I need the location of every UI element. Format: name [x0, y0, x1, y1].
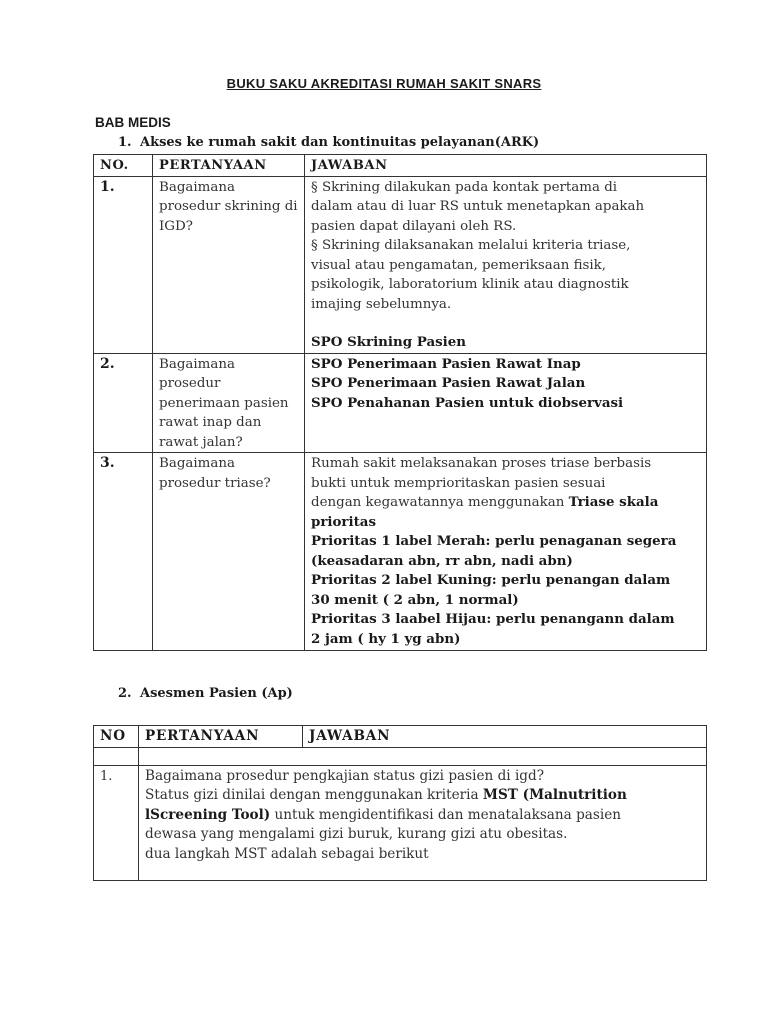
priority-line: 30 menit ( 2 abn, 1 normal): [311, 591, 519, 608]
section-1-table: [93, 154, 707, 651]
answer-line: visual atau pengamatan, pemeriksaan fisik,: [311, 257, 607, 273]
chapter-heading: BAB MEDIS: [95, 115, 171, 130]
answer-line: dalam atau di luar RS untuk menetapkan apakah: [311, 199, 645, 214]
section-1-number: 1.: [118, 135, 132, 150]
answer-text: dengan kegawatannya menggunakan: [311, 495, 569, 510]
answer-text: untuk mengidentifikasi dan menatalaksana pasien: [270, 806, 622, 823]
answer-line: § Skrining dilaksanakan melalui kriteria triase,: [311, 238, 631, 253]
table-row: [94, 353, 707, 453]
header-pertanyaan: PERTANYAAN: [153, 155, 305, 177]
row-content: [139, 765, 707, 880]
row-number: 1.: [94, 176, 153, 353]
section-2-table: [93, 725, 707, 881]
answer-line: dewasa yang mengalami gizi buruk, kurang gizi atu obesitas.: [145, 826, 568, 842]
header-jawaban: JAWABAN: [305, 155, 707, 177]
header-pertanyaan: PERTANYAAN: [139, 726, 303, 748]
answer-line: § Skrining dilakukan pada kontak pertama di: [311, 179, 618, 195]
priority-line: Prioritas 1 label Merah: perlu penaganan segera: [311, 533, 677, 549]
answer-line: [145, 786, 700, 806]
answer-line: imajing sebelumnya.: [311, 296, 452, 312]
table-header-row: [94, 155, 707, 177]
table-row: [94, 765, 707, 880]
answer-line: [145, 806, 700, 826]
priority-line: (keasadaran abn, rr abn, nadi abn): [311, 552, 573, 569]
section-2-title: Asesmen Pasien (Ap): [140, 686, 293, 701]
answer-bold-text: lScreening Tool): [145, 806, 271, 823]
answer-line: Rumah sakit melaksanakan proses triase berbasis: [311, 456, 652, 471]
row-question: Bagaimana prosedur triase?: [153, 453, 305, 651]
table-row: [94, 453, 707, 651]
answer-bold-text: MST (Malnutrition: [482, 787, 627, 803]
answer-line: [311, 493, 700, 513]
answer-line: psikologik, laboratorium klinik atau diagnostik: [311, 277, 629, 292]
answer-line: dua langkah MST adalah sebagai berikut: [145, 845, 429, 862]
table-header-row: [94, 726, 707, 748]
section-1-title: Akses ke rumah sakit dan kontinuitas pelayanan(ARK): [140, 135, 540, 150]
priority-line: prioritas: [311, 513, 376, 530]
section-1-heading: [118, 135, 539, 150]
row-number: 2.: [94, 353, 153, 453]
priority-line: Prioritas 2 label Kuning: perlu penangan dalam: [311, 572, 671, 588]
document-title: BUKU SAKU AKREDITASI RUMAH SAKIT SNARS: [226, 76, 542, 91]
answer-line: pasien dapat dilayani oleh RS.: [311, 218, 517, 234]
section-2-number: 2.: [118, 686, 132, 701]
row-number: 3.: [94, 453, 153, 651]
row-answer: [305, 176, 707, 353]
table-row: [94, 176, 707, 353]
table-spacer-row: [94, 747, 707, 765]
header-no: NO.: [94, 155, 153, 177]
row-answer: [305, 353, 707, 453]
answer-line: bukti untuk memprioritaskan pasien sesuai: [311, 475, 606, 491]
section-2-heading: [118, 686, 293, 701]
answer-spo: SPO Penerimaan Pasien Rawat Jalan: [311, 375, 586, 391]
row-number: 1.: [94, 765, 139, 880]
row-question: Bagaimana prosedur skrining di IGD?: [153, 176, 305, 353]
answer-spo: SPO Penerimaan Pasien Rawat Inap: [311, 355, 581, 372]
priority-line: 2 jam ( hy 1 yg abn): [311, 630, 461, 647]
header-no: NO: [94, 726, 139, 748]
priority-line: Prioritas 3 laabel Hijau: perlu penangann dalam: [311, 611, 675, 627]
question-line: Bagaimana prosedur pengkajian status gizi pasien di igd?: [145, 767, 544, 784]
row-question: Bagaimana prosedur penerimaan pasien rawat inap dan rawat jalan?: [153, 353, 305, 453]
answer-spo: SPO Skrining Pasien: [311, 334, 467, 350]
answer-bold-text: Triase skala: [568, 494, 659, 510]
row-answer: [305, 453, 707, 651]
answer-text: Status gizi dinilai dengan menggunakan kriteria: [145, 787, 483, 803]
answer-spo: SPO Penahanan Pasien untuk diobservasi: [311, 394, 624, 411]
header-jawaban: JAWABAN: [303, 726, 707, 748]
